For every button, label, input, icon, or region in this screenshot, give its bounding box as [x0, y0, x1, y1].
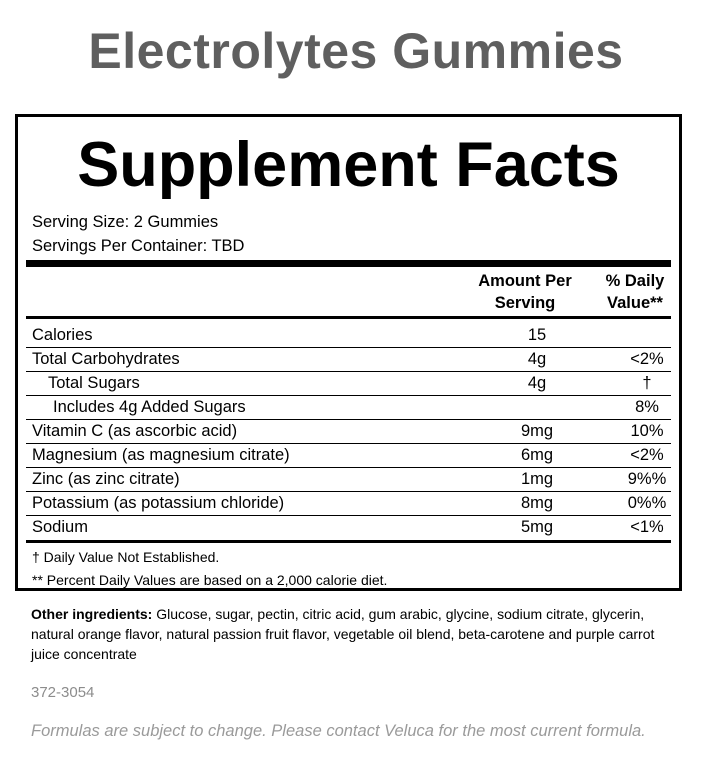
nutrient-row: [32, 323, 665, 347]
nutrient-name: Zinc (as zinc citrate): [32, 470, 180, 488]
ingredients-label: Other ingredients:: [31, 606, 153, 622]
nutrient-amount: 5mg: [520, 518, 554, 536]
nutrient-name: Total Carbohydrates: [32, 350, 180, 368]
nutrient-amount: 4g: [527, 350, 547, 368]
product-code: 372-3054: [31, 684, 95, 701]
nutrient-daily-value: <2%: [630, 446, 664, 464]
panel-heading: Supplement Facts: [77, 130, 620, 200]
nutrient-row: [32, 467, 665, 491]
formula-disclaimer: Formulas are subject to change. Please contact Veluca for the most current formula.: [31, 722, 646, 740]
nutrient-daily-value: <1%: [630, 518, 664, 536]
supplement-facts-panel: [15, 114, 682, 591]
footnote-dagger: † Daily Value Not Established.: [32, 549, 220, 565]
footer-divider: [26, 540, 671, 543]
nutrient-row: [32, 419, 665, 443]
dv-header-line1: % Daily: [605, 272, 665, 290]
nutrient-row: [32, 443, 665, 467]
nutrient-daily-value: 8%: [635, 398, 659, 416]
nutrient-daily-value: †: [642, 374, 652, 392]
amount-header-line2: Serving: [494, 294, 556, 312]
nutrient-name: Sodium: [32, 518, 88, 536]
nutrient-amount: 9mg: [520, 422, 554, 440]
nutrient-daily-value: 0%%: [627, 494, 667, 512]
nutrient-row: [32, 515, 665, 539]
nutrient-name: Vitamin C (as ascorbic acid): [32, 422, 238, 440]
nutrient-row: [32, 395, 665, 419]
nutrient-name: Potassium (as potassium chloride): [32, 494, 285, 512]
daily-value-column-header: [592, 270, 678, 314]
nutrient-row: [32, 347, 665, 371]
thick-divider: [26, 260, 671, 267]
footnote-percent-dv: ** Percent Daily Values are based on a 2,000 calorie diet.: [32, 572, 388, 588]
nutrient-name: Magnesium (as magnesium citrate): [32, 446, 290, 464]
nutrient-amount: 15: [527, 326, 547, 344]
servings-per-container: Servings Per Container: TBD: [32, 237, 245, 255]
nutrient-name: Total Sugars: [48, 374, 140, 392]
nutrient-amount: 8mg: [520, 494, 554, 512]
serving-size: Serving Size: 2 Gummies: [32, 213, 219, 231]
nutrient-name: Calories: [32, 326, 93, 344]
nutrient-amount: 4g: [527, 374, 547, 392]
ingredients-text: Glucose, sugar, pectin, citric acid, gum arabic, glycine, sodium citrate, glycerin, natural orange flavor, natural passion fruit flavor, vegetable oil blend, beta-carotene and purple carrot juice concentrate: [31, 606, 655, 662]
nutrient-row: [32, 371, 665, 395]
nutrient-daily-value: <2%: [630, 350, 664, 368]
amount-column-header: [468, 270, 582, 314]
header-divider: [26, 316, 671, 319]
other-ingredients: [31, 604, 671, 664]
nutrient-row: [32, 491, 665, 515]
dv-header-line2: Value**: [607, 294, 663, 312]
nutrient-amount: 1mg: [520, 470, 554, 488]
nutrient-amount: 6mg: [520, 446, 554, 464]
nutrient-daily-value: 9%%: [627, 470, 667, 488]
nutrient-name: Includes 4g Added Sugars: [53, 398, 246, 416]
product-title: Electrolytes Gummies: [88, 23, 624, 79]
amount-header-line1: Amount Per: [478, 272, 572, 290]
nutrient-daily-value: 10%: [630, 422, 664, 440]
